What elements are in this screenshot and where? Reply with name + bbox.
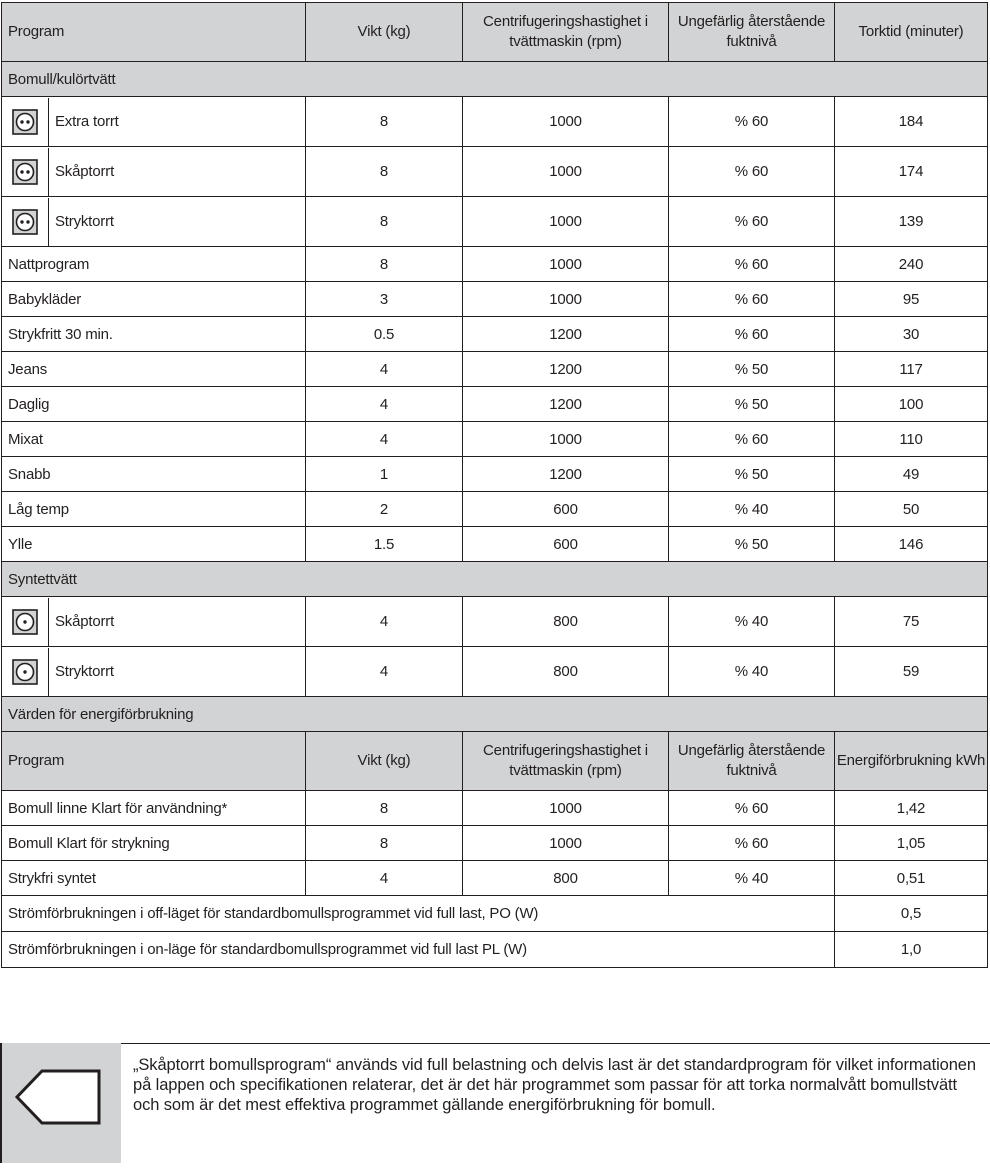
table-row	[2, 861, 988, 896]
table-row	[2, 247, 988, 282]
program-table	[1, 2, 988, 968]
power-label: Strömförbrukningen i off-läget för standardbomullsprogrammet vid full last, PO (W)	[2, 896, 835, 932]
header-program: Program	[2, 3, 306, 62]
moisture-cell: % 50	[669, 387, 835, 422]
icon-box	[2, 98, 49, 146]
weight-cell: 4	[306, 352, 463, 387]
time-cell: 240	[835, 247, 988, 282]
table-row	[2, 317, 988, 352]
header-spin: Centrifugeringshastighet i tvättmaskin (rpm)	[463, 3, 669, 62]
icon-box	[2, 148, 49, 196]
program-name: Babykläder	[2, 282, 306, 317]
program-name: Skåptorrt	[55, 163, 115, 180]
moisture-cell: % 40	[669, 597, 835, 647]
power-value: 0,5	[835, 896, 988, 932]
spin-cell: 1000	[463, 147, 669, 197]
weight-cell: 8	[306, 97, 463, 147]
main_table-header-row	[2, 3, 988, 62]
table-row	[2, 826, 988, 861]
program-cell	[2, 197, 306, 247]
spin-cell: 1000	[463, 247, 669, 282]
icon-box	[2, 198, 49, 246]
time-cell: 30	[835, 317, 988, 352]
weight-cell: 2	[306, 492, 463, 527]
weight-cell: 1.5	[306, 527, 463, 562]
program-name: Ylle	[2, 527, 306, 562]
spin-cell: 1000	[463, 422, 669, 457]
program-name: Mixat	[2, 422, 306, 457]
program-cell	[2, 147, 306, 197]
section-synthetic	[2, 562, 988, 597]
spin-cell: 1200	[463, 457, 669, 492]
weight-cell: 0.5	[306, 317, 463, 352]
table-row	[2, 352, 988, 387]
program-cell	[2, 647, 306, 697]
energy-cell: 1,42	[835, 791, 988, 826]
spin-cell: 1000	[463, 791, 669, 826]
moisture-cell: % 60	[669, 247, 835, 282]
spin-cell: 1000	[463, 826, 669, 861]
weight-cell: 8	[306, 826, 463, 861]
table-row	[2, 147, 988, 197]
table-row	[2, 422, 988, 457]
dry-two-dots-icon	[12, 159, 38, 185]
program-name: Strykfri syntet	[2, 861, 306, 896]
time-cell: 75	[835, 597, 988, 647]
moisture-cell: % 50	[669, 527, 835, 562]
header-weight: Vikt (kg)	[306, 732, 463, 791]
header-moisture: Ungefärlig återstående fuktnivå	[669, 3, 835, 62]
weight-cell: 8	[306, 147, 463, 197]
spin-cell: 800	[463, 597, 669, 647]
spin-cell: 1200	[463, 317, 669, 352]
icon-box	[2, 598, 49, 646]
note-box	[0, 1043, 990, 1163]
weight-cell: 3	[306, 282, 463, 317]
weight-cell: 4	[306, 647, 463, 697]
program-cell-content	[2, 197, 305, 246]
program-name: Skåptorrt	[55, 613, 115, 630]
spin-cell: 1200	[463, 352, 669, 387]
moisture-cell: % 40	[669, 647, 835, 697]
moisture-cell: % 50	[669, 457, 835, 492]
note-text: „Skåptorrt bomullsprogram“ används vid full belastning och delvis last är det standardprogram för vilket informationen på lappen och specifikationen relaterar, det är det här programmet som passar för att torka normalvått bomullstvätt och som är det mest effektiva programmet gällande energiförbrukning för bomull.	[133, 1056, 976, 1114]
time-cell: 139	[835, 197, 988, 247]
program-name: Stryktorrt	[55, 663, 114, 680]
spin-cell: 1000	[463, 197, 669, 247]
spin-cell: 600	[463, 527, 669, 562]
table-row	[2, 492, 988, 527]
moisture-cell: % 40	[669, 492, 835, 527]
moisture-cell: % 60	[669, 422, 835, 457]
program-name: Stryktorrt	[55, 213, 114, 230]
dry-two-dots-icon	[12, 109, 38, 135]
time-cell: 110	[835, 422, 988, 457]
power-row	[2, 896, 988, 932]
header-spin: Centrifugeringshastighet i tvättmaskin (rpm)	[463, 732, 669, 791]
program-name: Bomull Klart för strykning	[2, 826, 306, 861]
spin-cell: 800	[463, 861, 669, 896]
weight-cell: 4	[306, 387, 463, 422]
note-icon-panel	[0, 1043, 121, 1163]
time-cell: 50	[835, 492, 988, 527]
section-cotton	[2, 62, 988, 97]
energy-cell: 0,51	[835, 861, 988, 896]
moisture-cell: % 60	[669, 197, 835, 247]
section-cotton-label: Bomull/kulörtvätt	[2, 62, 988, 97]
weight-cell: 4	[306, 422, 463, 457]
spin-cell: 1000	[463, 97, 669, 147]
table-row	[2, 457, 988, 492]
program-cell	[2, 97, 306, 147]
weight-cell: 4	[306, 597, 463, 647]
table-row	[2, 791, 988, 826]
power-value: 1,0	[835, 932, 988, 968]
header-program: Program	[2, 732, 306, 791]
table-row	[2, 387, 988, 422]
section-energy	[2, 697, 988, 732]
program-name: Låg temp	[2, 492, 306, 527]
weight-cell: 4	[306, 861, 463, 896]
energy-cell: 1,05	[835, 826, 988, 861]
spin-cell: 600	[463, 492, 669, 527]
dry-one-dot-icon	[12, 609, 38, 635]
header-weight: Vikt (kg)	[306, 3, 463, 62]
moisture-cell: % 60	[669, 826, 835, 861]
label-tag-icon	[0, 1043, 121, 1163]
weight-cell: 8	[306, 247, 463, 282]
program-name: Snabb	[2, 457, 306, 492]
section-synthetic-label: Syntettvätt	[2, 562, 988, 597]
dry-one-dot-icon	[12, 659, 38, 685]
time-cell: 184	[835, 97, 988, 147]
weight-cell: 1	[306, 457, 463, 492]
moisture-cell: % 40	[669, 861, 835, 896]
header-energy: Energiförbrukning kWh	[835, 732, 988, 791]
energy_table-header-row	[2, 732, 988, 791]
program-cell-content	[2, 97, 305, 146]
header-moisture: Ungefärlig återstående fuktnivå	[669, 732, 835, 791]
header-drying-time: Torktid (minuter)	[835, 3, 988, 62]
time-cell: 49	[835, 457, 988, 492]
spin-cell: 1200	[463, 387, 669, 422]
program-cell	[2, 597, 306, 647]
spin-cell: 1000	[463, 282, 669, 317]
time-cell: 174	[835, 147, 988, 197]
table-row	[2, 527, 988, 562]
time-cell: 100	[835, 387, 988, 422]
program-name: Bomull linne Klart för användning*	[2, 791, 306, 826]
dry-two-dots-icon	[12, 209, 38, 235]
table-row	[2, 197, 988, 247]
moisture-cell: % 60	[669, 791, 835, 826]
section-energy-label: Värden för energiförbrukning	[2, 697, 988, 732]
weight-cell: 8	[306, 197, 463, 247]
power-label: Strömförbrukningen i on-läge för standardbomullsprogrammet vid full last PL (W)	[2, 932, 835, 968]
program-name: Extra torrt	[55, 113, 119, 130]
time-cell: 117	[835, 352, 988, 387]
table-row	[2, 282, 988, 317]
weight-cell: 8	[306, 791, 463, 826]
time-cell: 95	[835, 282, 988, 317]
icon-box	[2, 648, 49, 696]
table-row	[2, 597, 988, 647]
note-left-border	[0, 1043, 2, 1163]
time-cell: 59	[835, 647, 988, 697]
program-cell-content	[2, 597, 305, 646]
program-cell-content	[2, 647, 305, 696]
program-cell-content	[2, 147, 305, 196]
moisture-cell: % 60	[669, 147, 835, 197]
program-name: Nattprogram	[2, 247, 306, 282]
moisture-cell: % 60	[669, 317, 835, 352]
moisture-cell: % 60	[669, 97, 835, 147]
spin-cell: 800	[463, 647, 669, 697]
moisture-cell: % 60	[669, 282, 835, 317]
table-row	[2, 647, 988, 697]
program-name: Strykfritt 30 min.	[2, 317, 306, 352]
time-cell: 146	[835, 527, 988, 562]
table-row	[2, 97, 988, 147]
moisture-cell: % 50	[669, 352, 835, 387]
power-row	[2, 932, 988, 968]
program-name: Jeans	[2, 352, 306, 387]
program-name: Daglig	[2, 387, 306, 422]
note-top-border	[0, 1043, 990, 1044]
